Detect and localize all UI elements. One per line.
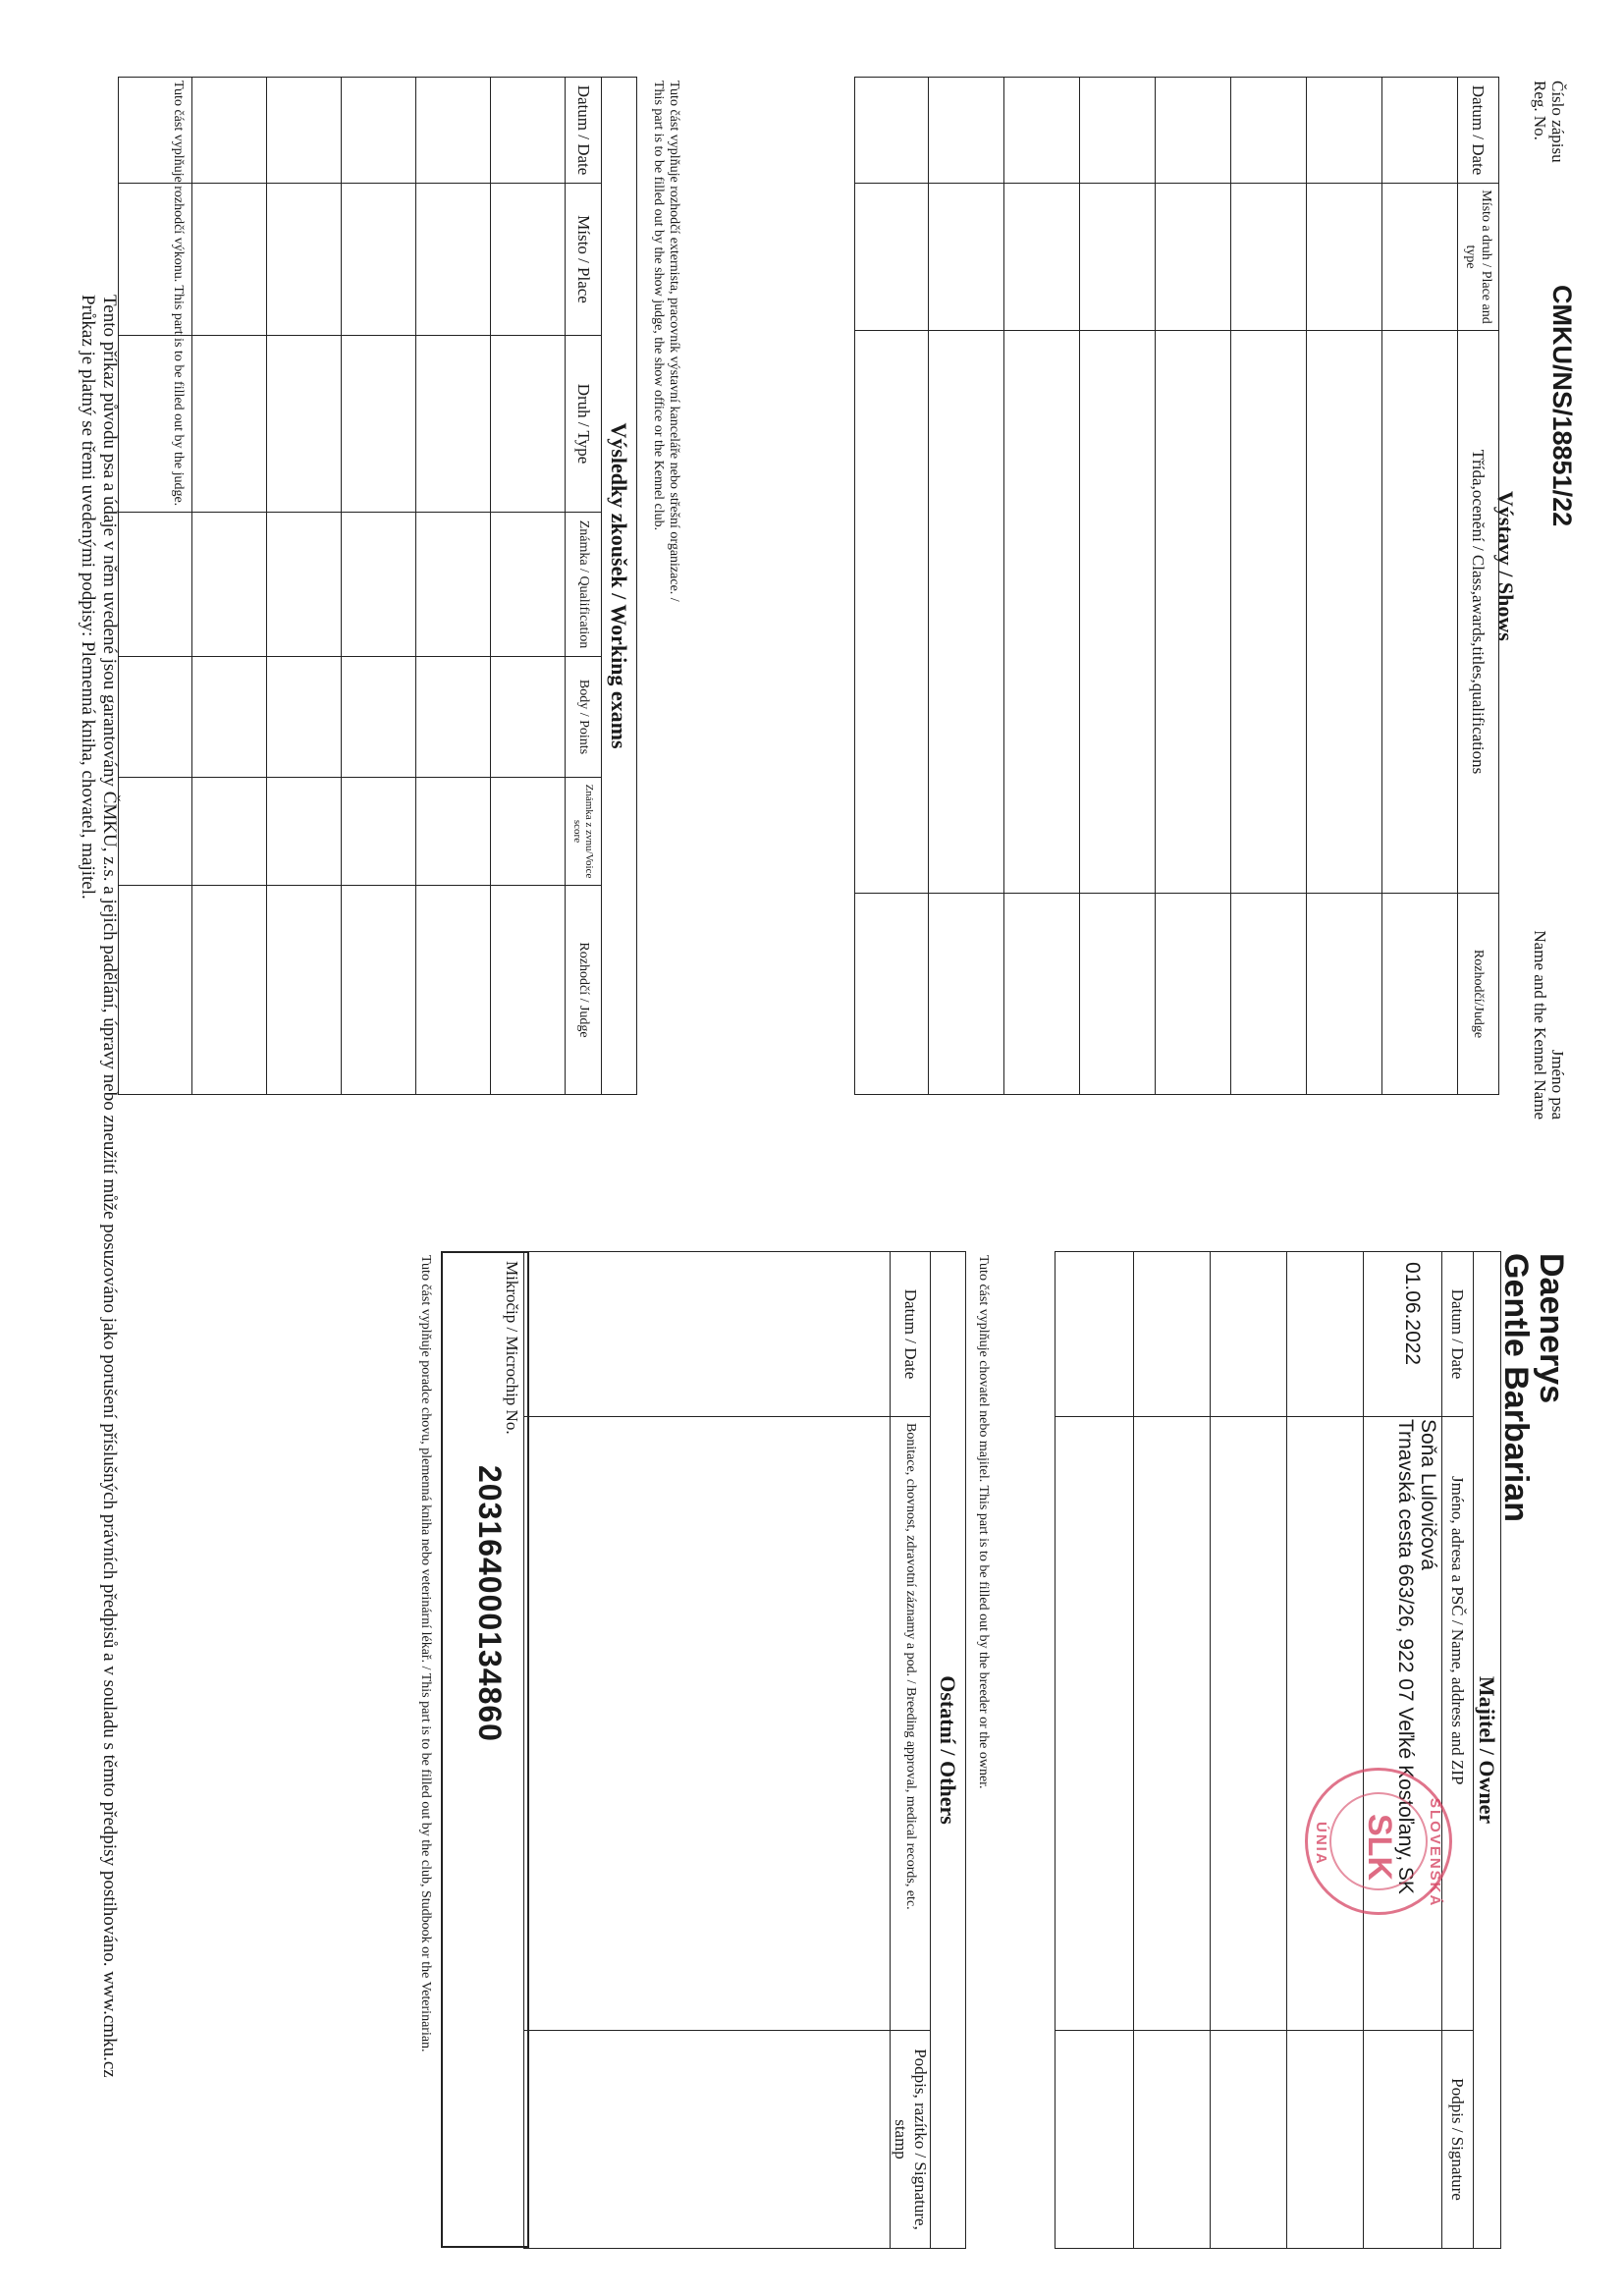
owner-cell[interactable] (1134, 2031, 1211, 2249)
owner-cell[interactable] (1211, 1417, 1287, 2031)
exams-cell[interactable] (267, 184, 342, 336)
owner-col-sig: Podpis / Signature (1442, 2031, 1474, 2249)
exams-cell[interactable] (416, 513, 491, 657)
exams-cell[interactable] (192, 778, 267, 886)
shows-cell[interactable] (1080, 331, 1156, 894)
shows-col-class: Třída,ocenění / Class,awards,titles,qualifications (1458, 331, 1499, 894)
owner-cell[interactable] (1287, 1417, 1364, 2031)
exams-cell[interactable] (267, 886, 342, 1095)
name-label-en: Name and the Kennel Name (1531, 930, 1549, 1120)
exams-cell[interactable] (119, 778, 192, 886)
stamp-text-top: SLOVENSKÁ (1427, 1798, 1443, 1908)
shows-cell[interactable] (855, 78, 929, 184)
exams-cell[interactable] (119, 657, 192, 778)
exams-cell[interactable] (491, 78, 566, 184)
owner-entry-sig[interactable] (1364, 2031, 1442, 2249)
owner-col-date: Datum / Date (1442, 1252, 1474, 1417)
exams-cell[interactable] (192, 336, 267, 513)
exams-cell[interactable] (342, 184, 416, 336)
shows-cell[interactable] (929, 331, 1004, 894)
owner-entry-address: Trnavská cesta 663/26, 922 07 Veľké Kostoľany, SK (1394, 1419, 1417, 1894)
exams-cell[interactable] (491, 886, 566, 1095)
exams-cell[interactable] (491, 336, 566, 513)
shows-col-date: Datum / Date (1458, 78, 1499, 184)
others-col-desc: Bonitace, chovnost, zdravotní záznamy a pod. / Breeding approval, medical records, etc. (891, 1417, 931, 2031)
exams-cell[interactable] (342, 778, 416, 886)
shows-title: Výstavy / Shows (1493, 491, 1518, 641)
others-table (523, 1251, 966, 2249)
exams-table (118, 77, 637, 1095)
exams-cell[interactable] (342, 78, 416, 184)
exams-col-type: Druh / Type (566, 336, 602, 513)
exams-cell[interactable] (342, 886, 416, 1095)
owner-table (1055, 1251, 1501, 2249)
shows-cell[interactable] (1382, 894, 1458, 1095)
footer-line1: Tento příkaz původu psa a údaje v něm uvedené jsou garantovány ČMKU, z.s. a jejich padělání, úpravy nebo zneužití může posuzováno jako porušení příslušných právních předpisů a v souladu s těmto předpisy postihováno. www.cmku.cz (99, 295, 120, 2078)
shows-cell[interactable] (1156, 894, 1231, 1095)
shows-cell[interactable] (1307, 184, 1382, 331)
owner-col-name: Jméno, adresa a PSČ / Name, address and ZIP (1442, 1417, 1474, 2031)
exams-cell[interactable] (192, 513, 267, 657)
exams-cell[interactable] (267, 778, 342, 886)
shows-cell[interactable] (855, 331, 929, 894)
exams-cell[interactable] (267, 336, 342, 513)
shows-cell[interactable] (1004, 78, 1080, 184)
exams-col-qual: Známka / Qualification (566, 513, 602, 657)
shows-cell[interactable] (1080, 184, 1156, 331)
exams-cell[interactable] (342, 336, 416, 513)
shows-cell[interactable] (1156, 331, 1231, 894)
owner-cell[interactable] (1211, 2031, 1287, 2249)
shows-cell[interactable] (1156, 184, 1231, 331)
owner-cell[interactable] (1056, 1417, 1134, 2031)
microchip-label: Mikročip / Microchip No. (503, 1261, 521, 1435)
owner-cell[interactable] (1134, 1252, 1211, 1417)
dog-name-line1: Daenerys (1533, 1253, 1570, 1404)
shows-note-en: This part is to be filled out by the show judge, the show office or the Kennel club. (651, 81, 666, 531)
shows-cell[interactable] (1080, 78, 1156, 184)
reg-label-cs: Číslo zápisu (1548, 81, 1567, 163)
owner-cell[interactable] (1287, 2031, 1364, 2249)
exams-title: Výsledky zkoušek / Working exams (602, 78, 637, 1095)
exams-cell[interactable] (267, 78, 342, 184)
exams-cell[interactable] (416, 778, 491, 886)
shows-cell[interactable] (855, 894, 929, 1095)
exams-cell[interactable] (416, 657, 491, 778)
exams-cell[interactable] (267, 513, 342, 657)
exams-cell[interactable] (491, 657, 566, 778)
owner-cell[interactable] (1287, 1252, 1364, 1417)
shows-cell[interactable] (929, 894, 1004, 1095)
reg-number: CMKU/NS/18851/22 (1547, 285, 1577, 527)
exams-cell[interactable] (119, 513, 192, 657)
exams-cell[interactable] (192, 78, 267, 184)
shows-cell[interactable] (1307, 894, 1382, 1095)
owner-cell[interactable] (1056, 1252, 1134, 1417)
shows-cell[interactable] (1307, 331, 1382, 894)
shows-cell[interactable] (1231, 184, 1307, 331)
exams-cell[interactable] (491, 778, 566, 886)
shows-note-cs: Tuto část vyplňuje rozhodčí externista, pracovník výstavní kanceláře nebo střešní organizace. / (667, 81, 681, 602)
exams-col-points: Body / Points (566, 657, 602, 778)
shows-cell[interactable] (1004, 331, 1080, 894)
owner-entry-name: Soňa Lulovičová (1417, 1419, 1439, 1571)
shows-cell[interactable] (1156, 78, 1231, 184)
exams-cell[interactable] (342, 513, 416, 657)
exams-note: Tuto část vyplňuje rozhodčí výkonu. This part is to be filled out by the judge. (171, 81, 186, 507)
others-col-sig: Podpis, razítko / Signature, stamp (891, 2031, 931, 2249)
owner-cell[interactable] (1056, 2031, 1134, 2249)
owner-entry (1364, 1417, 1442, 2031)
exams-cell[interactable] (416, 336, 491, 513)
shows-col-place: Místo a druh / Place and type (1458, 184, 1499, 331)
others-note: Tuto část vyplňuje poradce chovu, plemenná kniha nebo veterinární lékař. / This part is to be filled out by the club, Studbook or the Veterinarian. (418, 1255, 433, 2052)
shows-cell[interactable] (1231, 78, 1307, 184)
shows-cell[interactable] (855, 184, 929, 331)
shows-cell[interactable] (1307, 78, 1382, 184)
exams-cell[interactable] (267, 657, 342, 778)
exams-col-place: Místo / Place (566, 184, 602, 336)
owner-cell[interactable] (1211, 1252, 1287, 1417)
exams-cell[interactable] (192, 184, 267, 336)
kennel-stamp (1305, 1768, 1452, 1915)
owner-title: Majitel / Owner (1474, 1252, 1501, 2249)
shows-cell[interactable] (929, 184, 1004, 331)
exams-cell[interactable] (119, 886, 192, 1095)
exams-cell[interactable] (416, 78, 491, 184)
exams-cell[interactable] (192, 886, 267, 1095)
shows-cell[interactable] (1382, 78, 1458, 184)
reg-label-en: Reg. No. (1531, 81, 1549, 140)
exams-cell[interactable] (192, 657, 267, 778)
microchip-number: 203164000134860 (472, 1465, 508, 1742)
others-cell[interactable] (524, 1417, 891, 2031)
exams-cell[interactable] (416, 886, 491, 1095)
shows-table (854, 77, 1499, 1095)
stamp-text-bottom: ÚNIA (1313, 1822, 1329, 1866)
exams-cell[interactable] (416, 184, 491, 336)
microchip-box (441, 1251, 529, 2248)
exams-col-judge: Rozhodčí / Judge (566, 886, 602, 1095)
owner-note: Tuto část vyplňuje chovatel nebo majitel. This part is to be filled out by the breeder or the owner. (976, 1255, 991, 1789)
stamp-text-mid: SLK (1361, 1814, 1398, 1881)
exams-col-score: Známka z zvnu/Voice score (566, 778, 602, 886)
shows-col-judge: Rozhodčí/Judge (1458, 894, 1499, 1095)
exams-cell[interactable] (491, 184, 566, 336)
others-title: Ostatní / Others (931, 1252, 966, 2249)
dog-name-line2: Gentle Barbarian (1497, 1253, 1535, 1522)
owner-cell[interactable] (1134, 1417, 1211, 2031)
shows-cell[interactable] (1004, 894, 1080, 1095)
name-label-cs: Jméno psa (1548, 1049, 1567, 1120)
shows-cell[interactable] (1231, 331, 1307, 894)
others-cell[interactable] (524, 2031, 891, 2249)
shows-cell[interactable] (1231, 894, 1307, 1095)
exams-cell[interactable] (491, 513, 566, 657)
exams-cell[interactable] (342, 657, 416, 778)
footer-line2: Průkaz je platný se třemi uvedenými podpisy: Plemenná kniha, chovatel, majitel. (78, 295, 98, 900)
others-cell[interactable] (524, 1252, 891, 1417)
shows-cell[interactable] (1080, 894, 1156, 1095)
others-col-date: Datum / Date (891, 1252, 931, 1417)
owner-entry-date: 01.06.2022 (1364, 1252, 1442, 1417)
shows-cell[interactable] (1382, 184, 1458, 331)
exams-col-date: Datum / Date (566, 78, 602, 184)
shows-cell[interactable] (1382, 331, 1458, 894)
shows-cell[interactable] (929, 78, 1004, 184)
shows-cell[interactable] (1004, 184, 1080, 331)
